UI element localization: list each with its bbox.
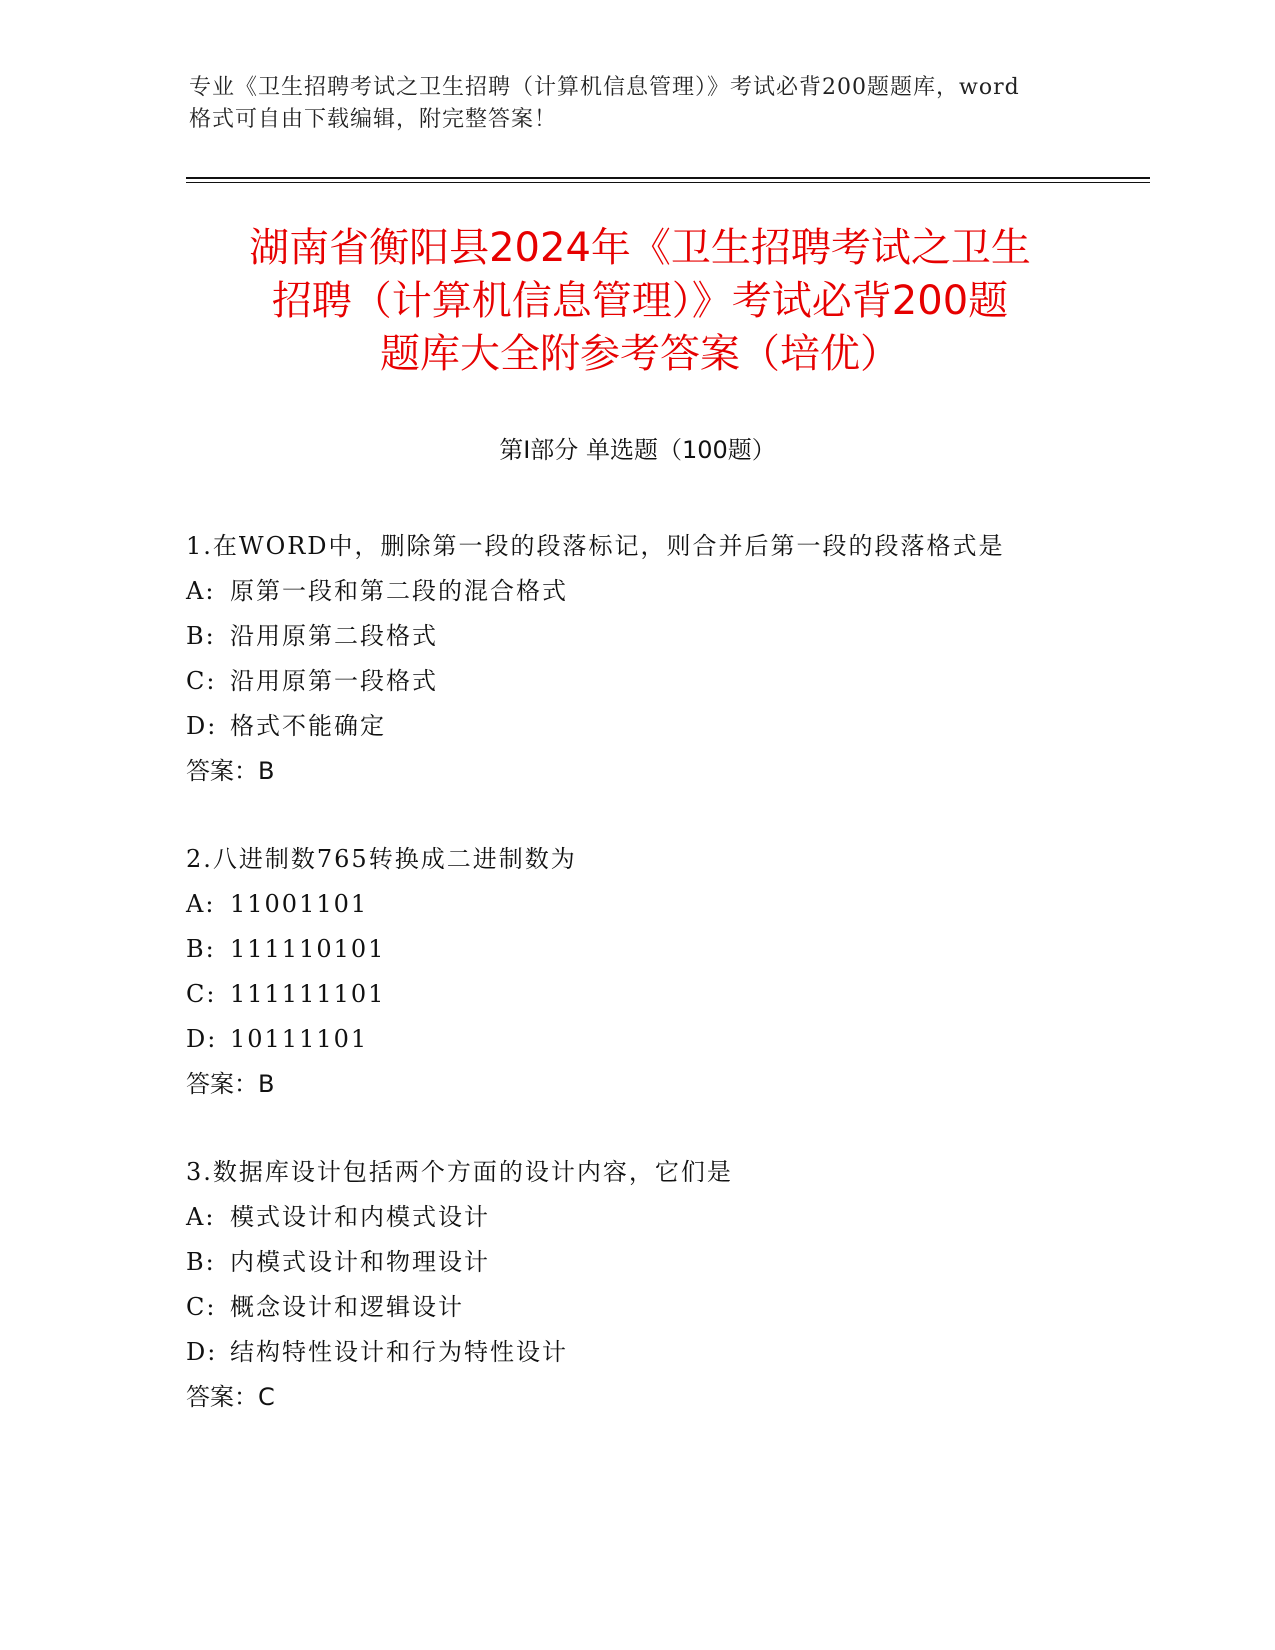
document-title (170, 222, 1110, 381)
option-c (186, 659, 1106, 704)
option-text: 10111101 (230, 1025, 369, 1053)
option-text: 111110101 (230, 935, 386, 963)
option-letter: A: (186, 577, 216, 605)
option-letter: A: (186, 890, 216, 918)
answer-key: 答案：C (186, 1383, 275, 1411)
option-letter: D: (186, 1338, 218, 1366)
header-note (189, 72, 1089, 136)
option-letter: D: (186, 1025, 218, 1053)
document-title-line-1: 湖南省衡阳县2024年《卫生招聘考试之卫生 (249, 225, 1031, 271)
question-1 (186, 524, 1106, 794)
option-letter: D: (186, 712, 218, 740)
option-text: 模式设计和内模式设计 (230, 1203, 490, 1231)
option-text: 格式不能确定 (230, 712, 386, 740)
section-heading: 第Ⅰ部分 单选题（100题） (499, 436, 776, 464)
document-title-line-3: 题库大全附参考答案（培优） (380, 331, 900, 377)
header-note-line-1: 专业《卫生招聘考试之卫生招聘（计算机信息管理）》考试必背200题题库，word (189, 75, 1020, 100)
header-note-line-2: 格式可自由下载编辑，附完整答案！ (189, 107, 558, 132)
option-letter: B: (186, 622, 216, 650)
option-letter: C: (186, 980, 217, 1008)
option-text: 沿用原第一段格式 (230, 667, 438, 695)
question-stem: 3.数据库设计包括两个方面的设计内容，它们是 (186, 1158, 733, 1186)
option-letter: C: (186, 667, 217, 695)
question-stem: 1.在WORD中，删除第一段的段落标记，则合并后第一段的段落格式是 (186, 532, 1005, 560)
option-a (186, 1195, 1106, 1240)
option-text: 内模式设计和物理设计 (230, 1248, 490, 1276)
option-letter: C: (186, 1293, 217, 1321)
question-stem: 2.八进制数765转换成二进制数为 (186, 845, 577, 873)
option-a (186, 569, 1106, 614)
question-3 (186, 1150, 1106, 1420)
question-list (186, 524, 1106, 1463)
header-rule-thin (186, 182, 1150, 183)
option-letter: B: (186, 1248, 216, 1276)
option-letter: A: (186, 1203, 216, 1231)
option-a (186, 882, 1106, 927)
header-rule-thick (186, 177, 1150, 179)
answer-key: 答案：B (186, 1070, 275, 1098)
option-b (186, 1240, 1106, 1285)
option-text: 概念设计和逻辑设计 (230, 1293, 464, 1321)
option-b (186, 927, 1106, 972)
option-d (186, 1017, 1106, 1062)
option-d (186, 704, 1106, 749)
question-2 (186, 837, 1106, 1107)
option-d (186, 1330, 1106, 1375)
option-text: 沿用原第二段格式 (230, 622, 438, 650)
option-c (186, 972, 1106, 1017)
option-text: 11001101 (230, 890, 369, 918)
option-text: 原第一段和第二段的混合格式 (230, 577, 568, 605)
option-c (186, 1285, 1106, 1330)
answer-key: 答案：B (186, 757, 275, 785)
option-b (186, 614, 1106, 659)
document-title-line-2: 招聘（计算机信息管理）》考试必背200题 (271, 278, 1009, 324)
option-text: 111111101 (230, 980, 386, 1008)
option-text: 结构特性设计和行为特性设计 (230, 1338, 568, 1366)
option-letter: B: (186, 935, 216, 963)
